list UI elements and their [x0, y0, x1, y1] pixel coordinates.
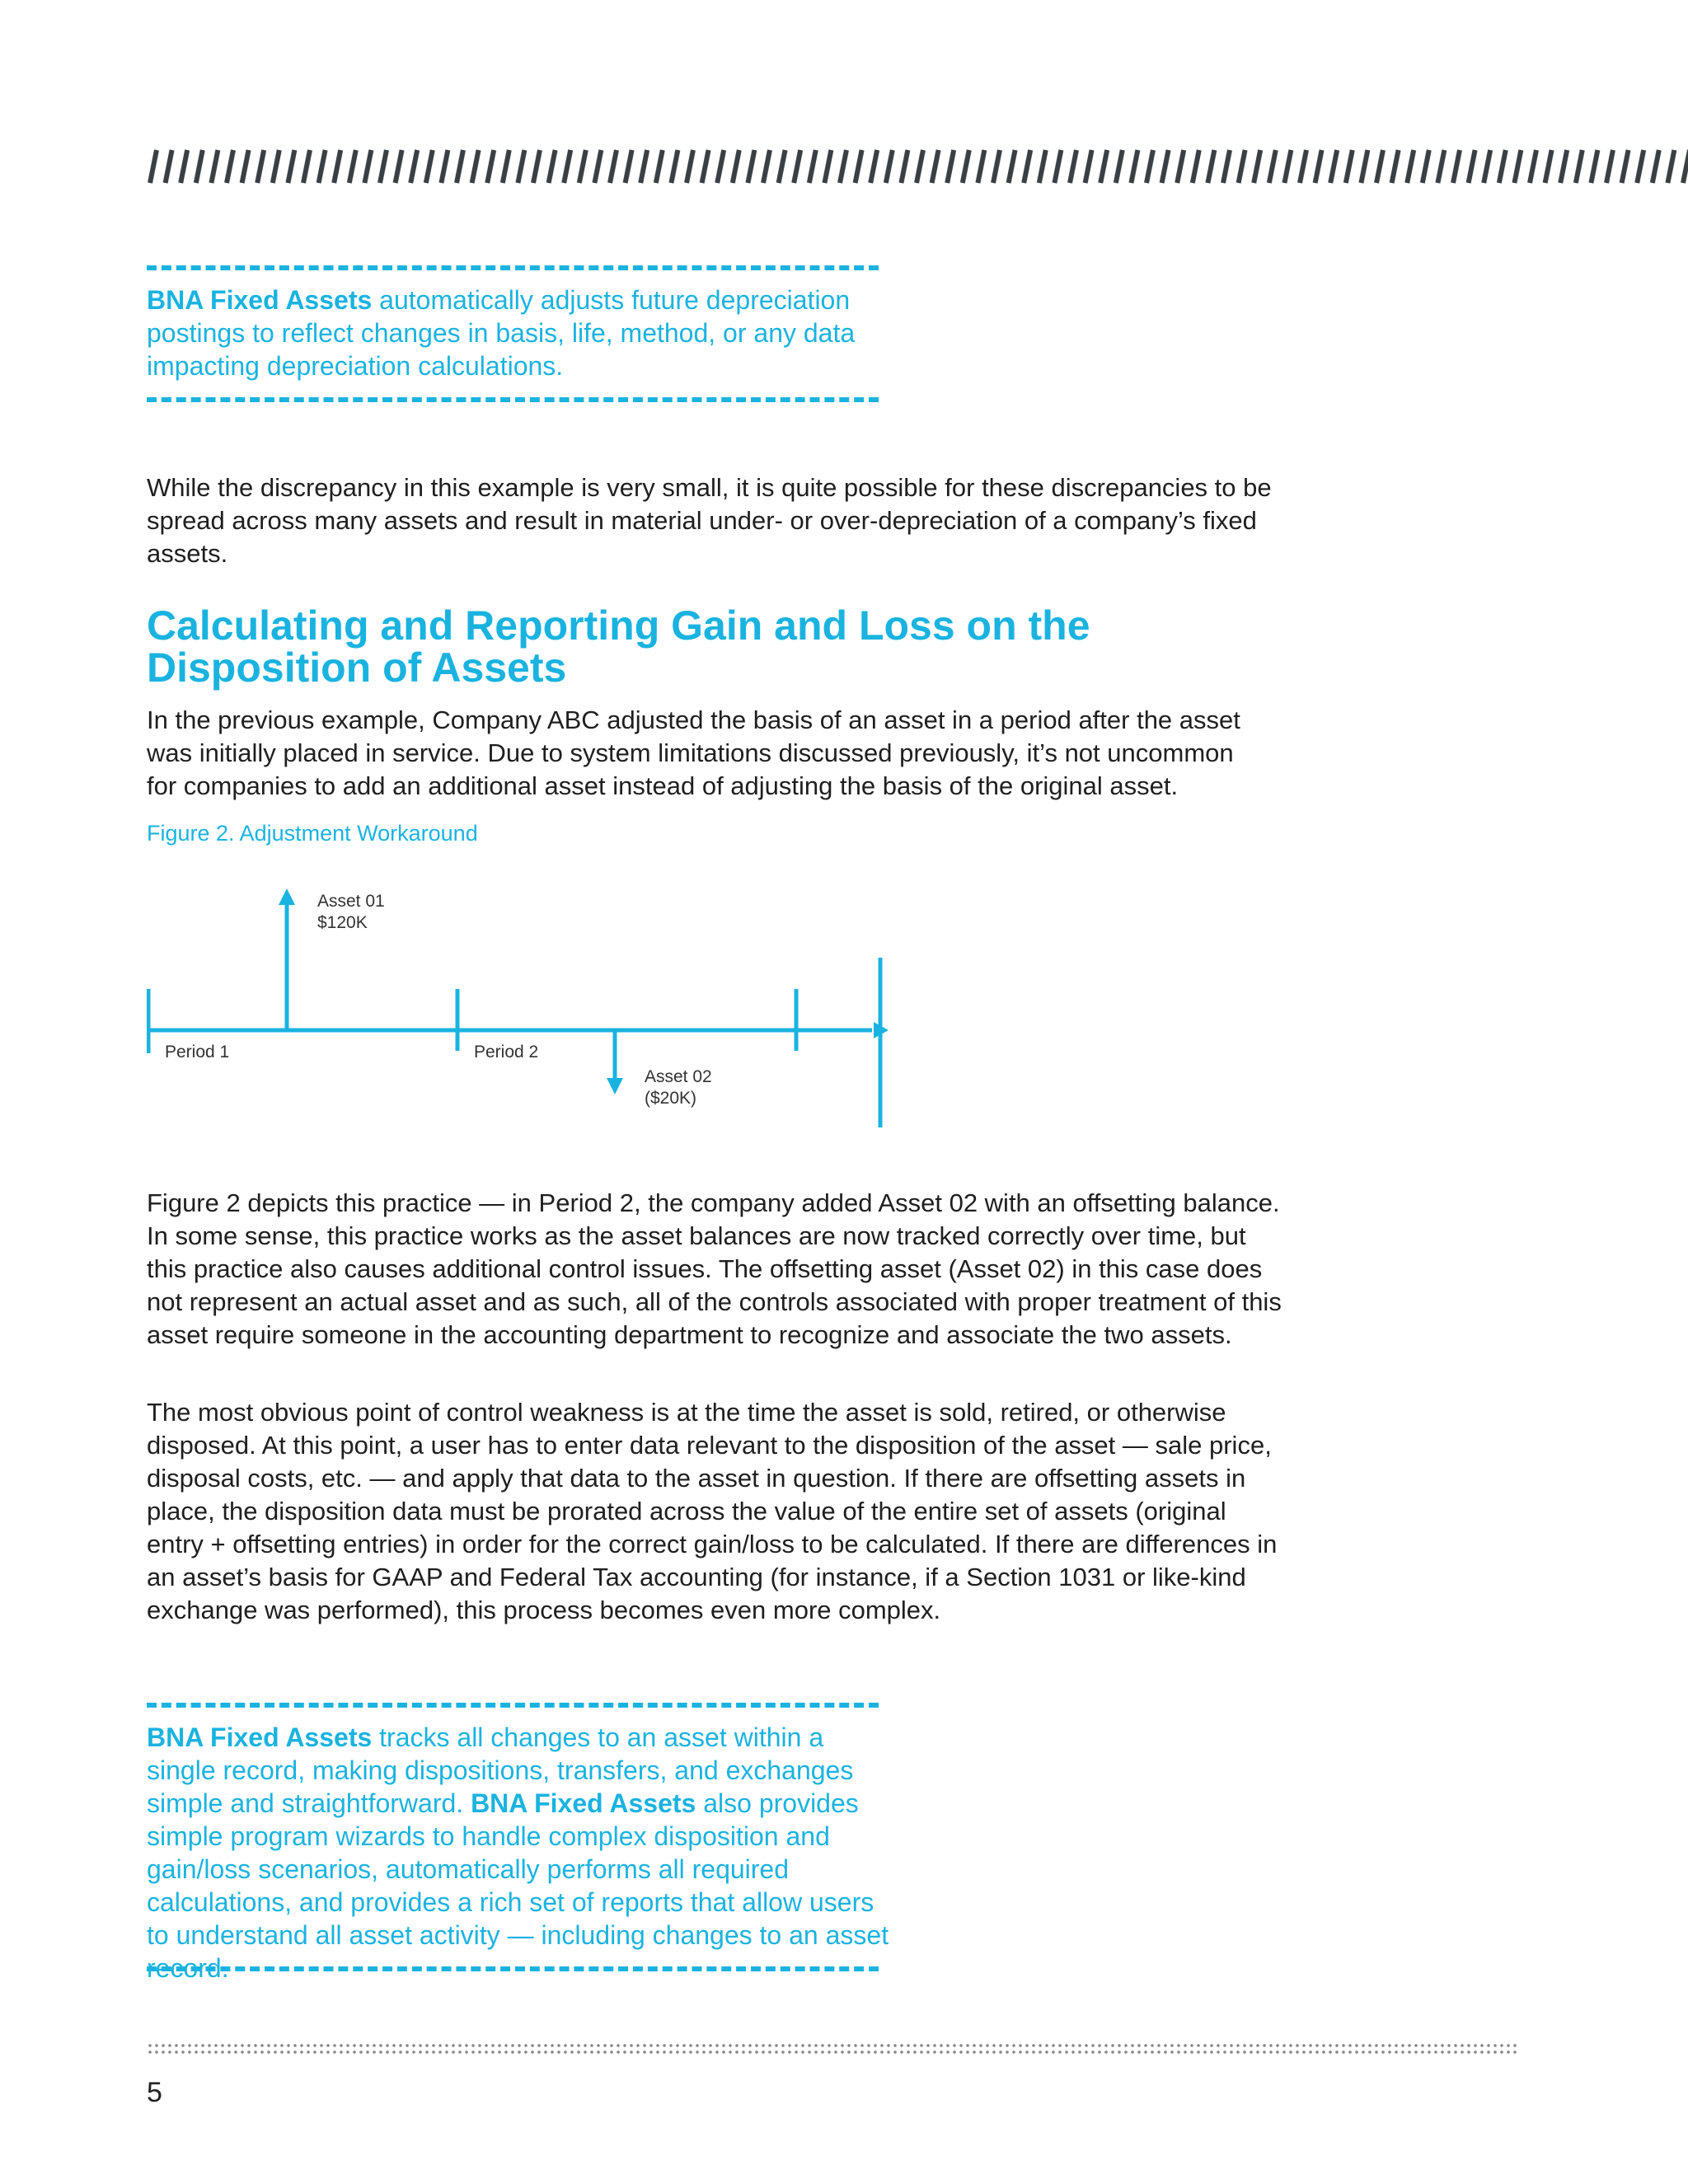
period2-label: Period 2 [474, 1043, 539, 1062]
paragraph-discrepancy: While the discrepancy in this example is very small, it is quite possible for these discrepancies to be spread across many assets and result in material under- or over-depreciation of a company’s fixed assets. [147, 473, 1272, 568]
callout-bottom-brand-1: BNA Fixed Assets [147, 1722, 373, 1752]
callout-bottom-text-1: tracks all changes to an asset within a single record, making dispositions, transfers, and exchanges simple and straightforward. [147, 1722, 854, 1818]
asset01-value: $120K [317, 913, 368, 932]
callout-bottom-brand-2: BNA Fixed Assets [471, 1788, 696, 1818]
callout-top-text: automatically adjusts future depreciation postings to reflect changes in basis, life, method, or any data impacting depreciation calculations. [147, 285, 856, 381]
callout-top-border [147, 265, 879, 270]
section-heading: Calculating and Reporting Gain and Loss on the Disposition of Assets [147, 602, 1090, 691]
period1-label: Period 1 [165, 1043, 230, 1062]
callout-bottom-text-2: also provides simple program wizards to handle complex disposition and gain/loss scenarios, automatically performs all required calculations, and provides a rich set of reports that allow users to understand all asset activity — including changes to an asset record. [147, 1788, 889, 1983]
callout-top-brand: BNA Fixed Assets [147, 285, 373, 315]
paragraph-figure2-description: Figure 2 depicts this practice — in Period 2, the company added Asset 02 with an offsetting balance. In some sense, this practice works as the asset balances are now tracked correctly over time, but this practice also causes additional control issues. The offsetting asset (Asset 02) in this case does not represent an actual asset and as such, all of the controls associated with proper treatment of this asset require someone in the accounting department to recognize and associate the two assets. [147, 1188, 1282, 1349]
hatch-divider [147, 147, 1688, 186]
timeline-figure [147, 882, 921, 1146]
paragraph-control-weakness: The most obvious point of control weakness is at the time the asset is sold, retired, or otherwise disposed. At this point, a user has to enter data relevant to the disposition of the asset — sale price, disposal costs, etc. — and apply that data to the asset in question. If there are offsetting assets in place, the disposition data must be prorated across the value of the entire set of assets (original entry + offsetting entries) in order for the correct gain/loss to be calculated. If there are differences in an asset’s basis for GAAP and Federal Tax accounting (for instance, if a Section 1031 or like-kind exchange was performed), this process becomes even more complex. [147, 1398, 1278, 1624]
callout-top [147, 284, 889, 382]
asset01-arrowhead [279, 888, 295, 905]
footer-dotted-rule [147, 2042, 1520, 2057]
callout-bottom [147, 1721, 897, 1985]
page-number: 5 [147, 2077, 162, 2108]
asset01-name: Asset 01 [317, 892, 385, 911]
callout-top-border-bottom [147, 397, 879, 402]
asset02-value: ($20K) [645, 1089, 697, 1108]
asset02-arrowhead [607, 1078, 623, 1094]
figure-caption: Figure 2. Adjustment Workaround [147, 821, 478, 846]
asset02-name: Asset 02 [645, 1067, 712, 1086]
callout-bottom-border-bottom [147, 1966, 879, 1971]
callout-bottom-border [147, 1703, 879, 1708]
paragraph-previous-example: In the previous example, Company ABC adjusted the basis of an asset in a period after the asset was initially placed in service. Due to system limitations discussed previously, it’s not uncommon for companies to add an additional asset instead of adjusting the basis of the original asset. [147, 705, 1240, 800]
